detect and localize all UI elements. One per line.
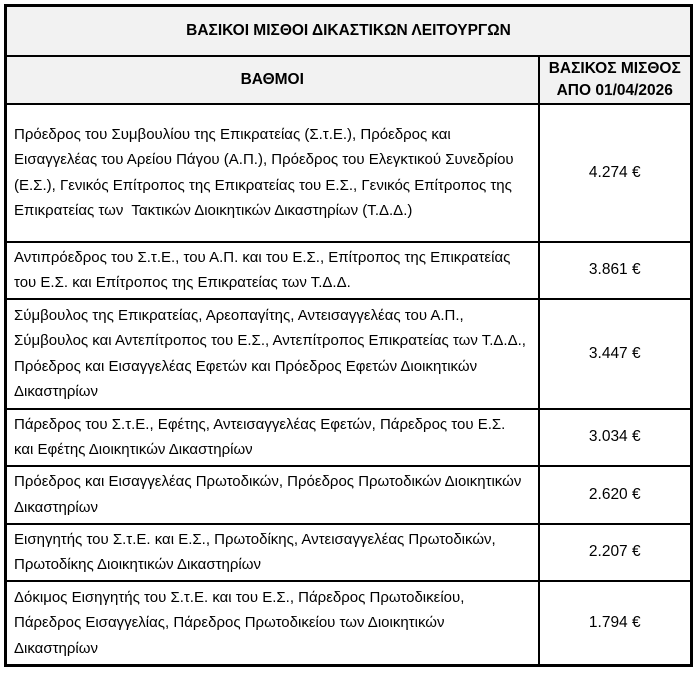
table-title: ΒΑΣΙΚΟΙ ΜΙΣΘΟΙ ΔΙΚΑΣΤΙΚΩΝ ΛΕΙΤΟΥΡΓΩΝ <box>6 6 692 56</box>
table-row <box>6 524 692 581</box>
grade-cell: Πρόεδρος του Συμβουλίου της Επικρατείας (Σ.τ.Ε.), Πρόεδρος και Εισαγγελέας του Αρείου Πάγου (Α.Π.), Πρόεδρος του Ελεγκτικού Συνεδρίου (Ε.Σ.), Γενικός Επίτροπος της Επικρατείας του Ε.Σ., Γενικός Επίτροπος της Επικρατείας των Τακτικών Διοικητικών Δικαστηρίων (Τ.Δ.Δ.) <box>6 104 539 242</box>
salary-cell: 2.207 € <box>539 524 692 581</box>
salary-cell: 2.620 € <box>539 466 692 524</box>
table-row <box>6 409 692 466</box>
column-header-salary: ΒΑΣΙΚΟΣ ΜΙΣΘΟΣ ΑΠΟ 01/04/2026 <box>539 56 692 104</box>
title-row <box>6 6 692 56</box>
salary-cell: 4.274 € <box>539 104 692 242</box>
table-row <box>6 299 692 409</box>
table-row <box>6 466 692 524</box>
column-header-grades: ΒΑΘΜΟΙ <box>6 56 539 104</box>
grade-cell: Σύμβουλος της Επικρατείας, Αρεοπαγίτης, Αντεισαγγελέας του Α.Π., Σύμβουλος και Αντεπίτροπος του Ε.Σ., Αντεπίτροπος Επικρατείας των Τ.Δ.Δ., Πρόεδρος και Εισαγγελέας Εφετών και Πρόεδρος Εφετών Διοικητικών Δικαστηρίων <box>6 299 539 409</box>
salary-cell: 1.794 € <box>539 581 692 666</box>
grade-cell: Πάρεδρος του Σ.τ.Ε., Εφέτης, Αντεισαγγελέας Εφετών, Πάρεδρος του Ε.Σ. και Εφέτης Διοικητικών Δικαστηρίων <box>6 409 539 466</box>
salary-table <box>4 4 693 667</box>
salary-cell: 3.447 € <box>539 299 692 409</box>
grade-cell: Δόκιμος Εισηγητής του Σ.τ.Ε. και του Ε.Σ., Πάρεδρος Πρωτοδικείου, Πάρεδρος Εισαγγελίας, Πάρεδρος Πρωτοδικείου των Διοικητικών Δικαστηρίων <box>6 581 539 666</box>
table-row <box>6 581 692 666</box>
table-row <box>6 104 692 242</box>
table-row <box>6 242 692 299</box>
salary-cell: 3.861 € <box>539 242 692 299</box>
salary-cell: 3.034 € <box>539 409 692 466</box>
grade-cell: Εισηγητής του Σ.τ.Ε. και Ε.Σ., Πρωτοδίκης, Αντεισαγγελέας Πρωτοδικών, Πρωτοδίκης Διοικητικών Δικαστηρίων <box>6 524 539 581</box>
grade-cell: Πρόεδρος και Εισαγγελέας Πρωτοδικών, Πρόεδρος Πρωτοδικών Διοικητικών Δικαστηρίων <box>6 466 539 524</box>
header-row <box>6 56 692 104</box>
grade-cell: Αντιπρόεδρος του Σ.τ.Ε., του Α.Π. και του Ε.Σ., Επίτροπος της Επικρατείας του Ε.Σ. και Επίτροπος της Επικρατείας των Τ.Δ.Δ. <box>6 242 539 299</box>
